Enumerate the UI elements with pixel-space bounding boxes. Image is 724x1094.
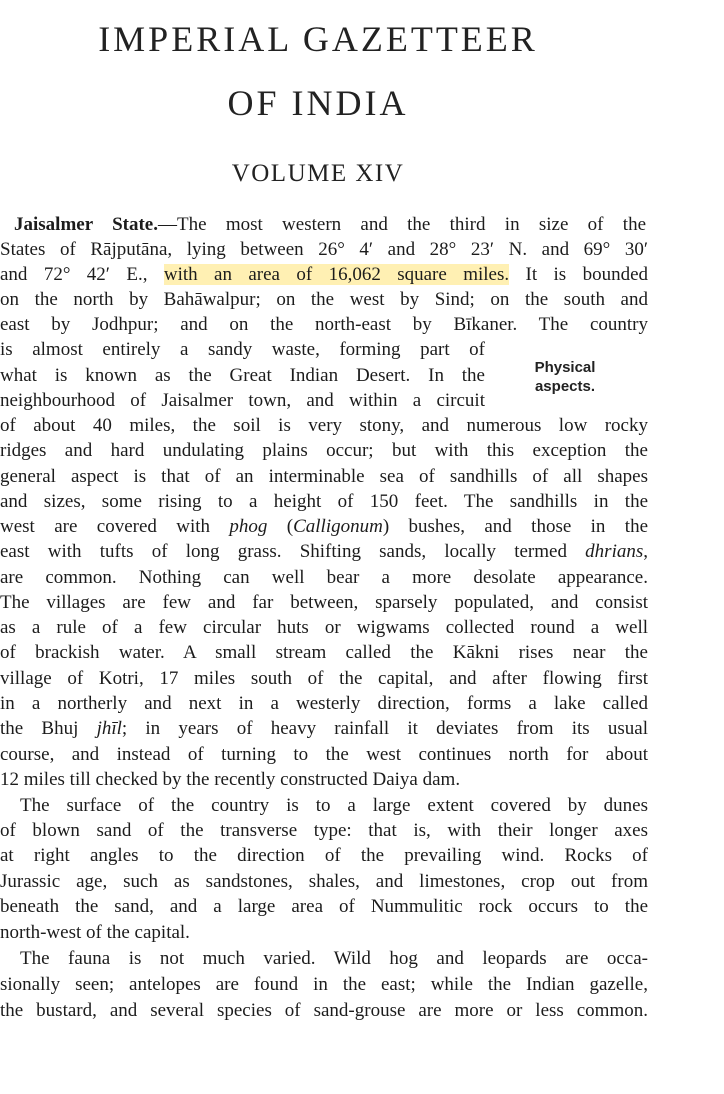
text-line-16: The villages are few and far between, sparsely populated, and consist: [0, 592, 648, 613]
text-line-18: of brackish water. A small stream called the Kākni rises near the: [0, 642, 648, 663]
text-line-9: of about 40 miles, the soil is very stony, and numerous low rocky: [0, 415, 648, 436]
book-title-line-1: IMPERIAL GAZETTEER: [98, 19, 538, 59]
text-line-19: village of Kotri, 17 miles south of the capital, and after flowing first: [0, 668, 648, 689]
text-line-25: of blown sand of the transverse type: that is, with their longer axes: [0, 820, 648, 841]
text-line-21: the Bhuj jhīl; in years of heavy rainfall it deviates from its usual: [0, 718, 648, 739]
text-line-13: west are covered with phog (Calligonum) bushes, and those in the: [0, 516, 648, 537]
text-line-27: Jurassic age, such as sandstones, shales, and limestones, crop out from: [0, 871, 648, 892]
volume-heading: VOLUME XIV: [231, 160, 405, 187]
text-line-14: east with tufts of long grass. Shifting sands, locally termed dhrians,: [0, 541, 648, 562]
text-line-20: in a northerly and next in a westerly direction, forms a lake called: [0, 693, 648, 714]
text-line-22: course, and instead of turning to the west continues north for about: [0, 744, 648, 765]
book-title-line-2: OF INDIA: [227, 83, 409, 123]
text-line-32: the bustard, and several species of sand-grouse are more or less common.: [0, 1000, 648, 1021]
text-line-6: is almost entirely a sandy waste, forming part of: [0, 339, 485, 360]
text-line-26: at right angles to the direction of the prevailing wind. Rocks of: [0, 845, 648, 866]
text-line-4: on the north by Bahāwalpur; on the west by Sind; on the south and: [0, 289, 648, 310]
text-line-12: and sizes, some rising to a height of 150 feet. The sandhills in the: [0, 491, 648, 512]
text-line-17: as a rule of a few circular huts or wigwams collected round a well: [0, 617, 648, 638]
text-line-24: The surface of the country is to a large extent covered by dunes: [20, 795, 648, 816]
text-line-28: beneath the sand, and a large area of Nummulitic rock occurs to the: [0, 896, 648, 917]
text-line-15: are common. Nothing can well bear a more desolate appearance.: [0, 567, 648, 588]
text-line-8: neighbourhood of Jaisalmer town, and within a circuit: [0, 390, 485, 411]
margin-note-line-2: aspects.: [534, 378, 596, 395]
text-line-11: general aspect is that of an interminable sea of sandhills of all shapes: [0, 466, 648, 487]
text-line-1: Jaisalmer State.—The most western and the third in size of the: [14, 214, 646, 235]
text-line-29: north-west of the capital.: [0, 922, 190, 943]
text-line-30: The fauna is not much varied. Wild hog and leopards are occa-: [20, 948, 648, 969]
margin-note: [510, 358, 620, 396]
text-line-5: east by Jodhpur; and on the north-east by Bīkaner. The country: [0, 314, 648, 335]
text-line-2: States of Rājputāna, lying between 26° 4′ and 28° 23′ N. and 69° 30′: [0, 239, 648, 260]
text-line-31: sionally seen; antelopes are found in the east; while the Indian gazelle,: [0, 974, 648, 995]
text-line-7: what is known as the Great Indian Desert. In the: [0, 365, 485, 386]
text-line-3: and 72° 42′ E., with an area of 16,062 square miles. It is bounded: [0, 264, 648, 285]
margin-note-line-1: Physical: [534, 359, 596, 376]
highlighted-area-text: with an area of 16,062 square miles.: [163, 264, 510, 285]
text-line-23: 12 miles till checked by the recently constructed Daiya dam.: [0, 769, 461, 790]
text-line-10: ridges and hard undulating plains occur; but with this exception the: [0, 440, 648, 461]
entry-heading: Jaisalmer State.: [14, 214, 158, 235]
